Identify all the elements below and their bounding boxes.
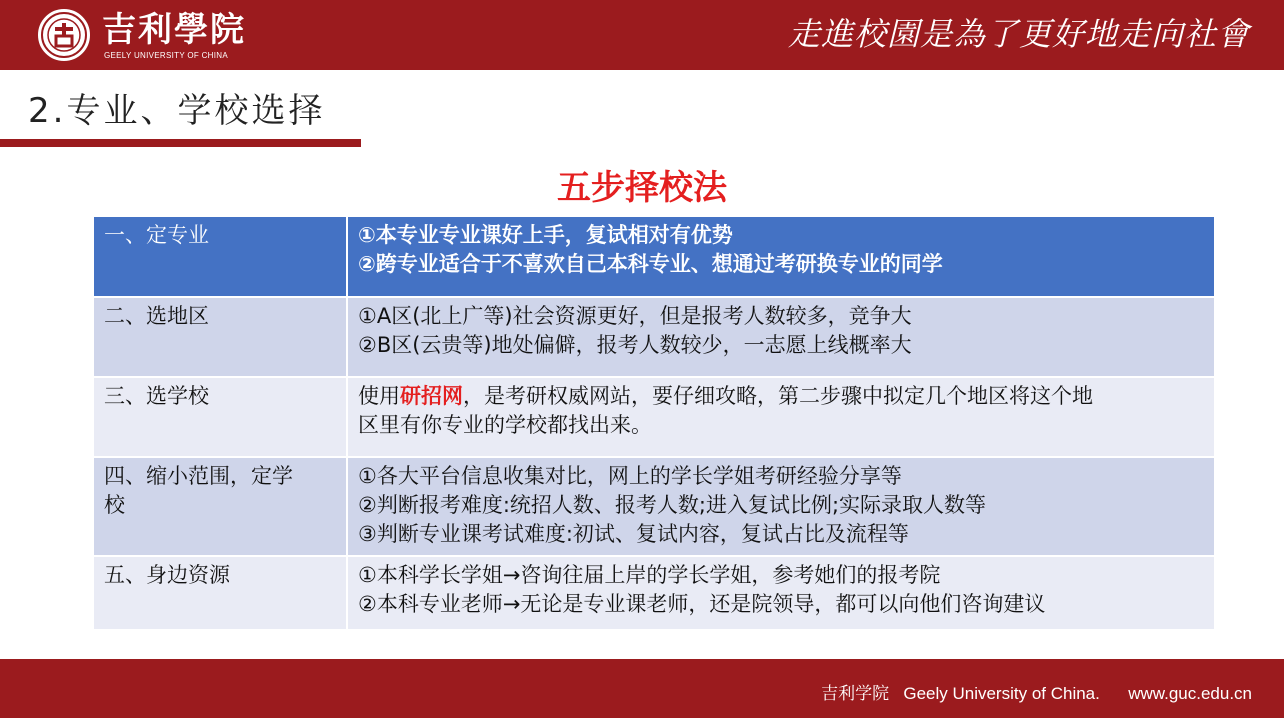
- table-row: [93, 457, 1215, 556]
- table-row: [93, 377, 1215, 457]
- university-seal-icon: [38, 9, 90, 61]
- step-description: [347, 556, 1215, 630]
- yanzhao-website-highlight: 研招网: [400, 384, 463, 408]
- step-label-line: 四、缩小范围，定学: [104, 464, 293, 488]
- description-line: ①本科学长学姐→咨询往届上岸的学长学姐，参考她们的报考院: [358, 563, 941, 587]
- school-name-english: GEELY UNIVERSITY OF CHINA: [104, 51, 228, 60]
- table-row: [93, 297, 1215, 377]
- header-banner: [0, 0, 1284, 70]
- step-description: [347, 297, 1215, 377]
- description-text: 使用: [358, 384, 400, 408]
- description-line: ②判断报考难度:统招人数、报考人数;进入复试比例;实际录取人数等: [358, 493, 987, 517]
- step-label: 二、选地区: [93, 297, 347, 377]
- section-title-underline: [0, 139, 361, 147]
- description-line: ①A区(北上广等)社会资源更好，但是报考人数较多，竞争大: [358, 304, 912, 328]
- footer-text: 吉利学院 Geely University of China. www.guc.edu.cn: [821, 684, 1252, 703]
- description-line: ②B区(云贵等)地处偏僻，报考人数较少，一志愿上线概率大: [358, 333, 912, 357]
- school-name-logo: 吉利學院: [102, 10, 246, 50]
- description-line: ①本专业专业课好上手，复试相对有优势: [358, 223, 733, 247]
- step-label: 一、定专业: [93, 216, 347, 297]
- step-description: [347, 377, 1215, 457]
- description-text: ，是考研权威网站，要仔细攻略，第二步骤中拟定几个地区将这个地: [463, 384, 1093, 408]
- step-label-line: 校: [104, 493, 125, 517]
- step-label: [93, 457, 347, 556]
- footer-banner: [0, 659, 1284, 718]
- section-title: 2.专业、学校选择: [28, 91, 326, 131]
- step-label: 三、选学校: [93, 377, 347, 457]
- description-line: ②跨专业适合于不喜欢自己本科专业、想通过考研换专业的同学: [358, 252, 943, 276]
- description-line: ①各大平台信息收集对比，网上的学长学姐考研经验分享等: [358, 464, 902, 488]
- five-step-table: [92, 215, 1216, 631]
- slide-title: 五步择校法: [557, 168, 727, 208]
- table-row: [93, 556, 1215, 630]
- step-description: [347, 457, 1215, 556]
- step-description: [347, 216, 1215, 297]
- description-line: ②本科专业老师→无论是专业课老师，还是院领导，都可以向他们咨询建议: [358, 592, 1046, 616]
- description-line: 区里有你专业的学校都找出来。: [358, 413, 652, 437]
- slogan-calligraphy: 走進校園是為了更好地走向社會: [787, 15, 1250, 53]
- description-line: [358, 382, 1204, 411]
- step-label: 五、身边资源: [93, 556, 347, 630]
- description-line: ③判断专业课考试难度:初试、复试内容，复试占比及流程等: [358, 522, 909, 546]
- table-row: [93, 216, 1215, 297]
